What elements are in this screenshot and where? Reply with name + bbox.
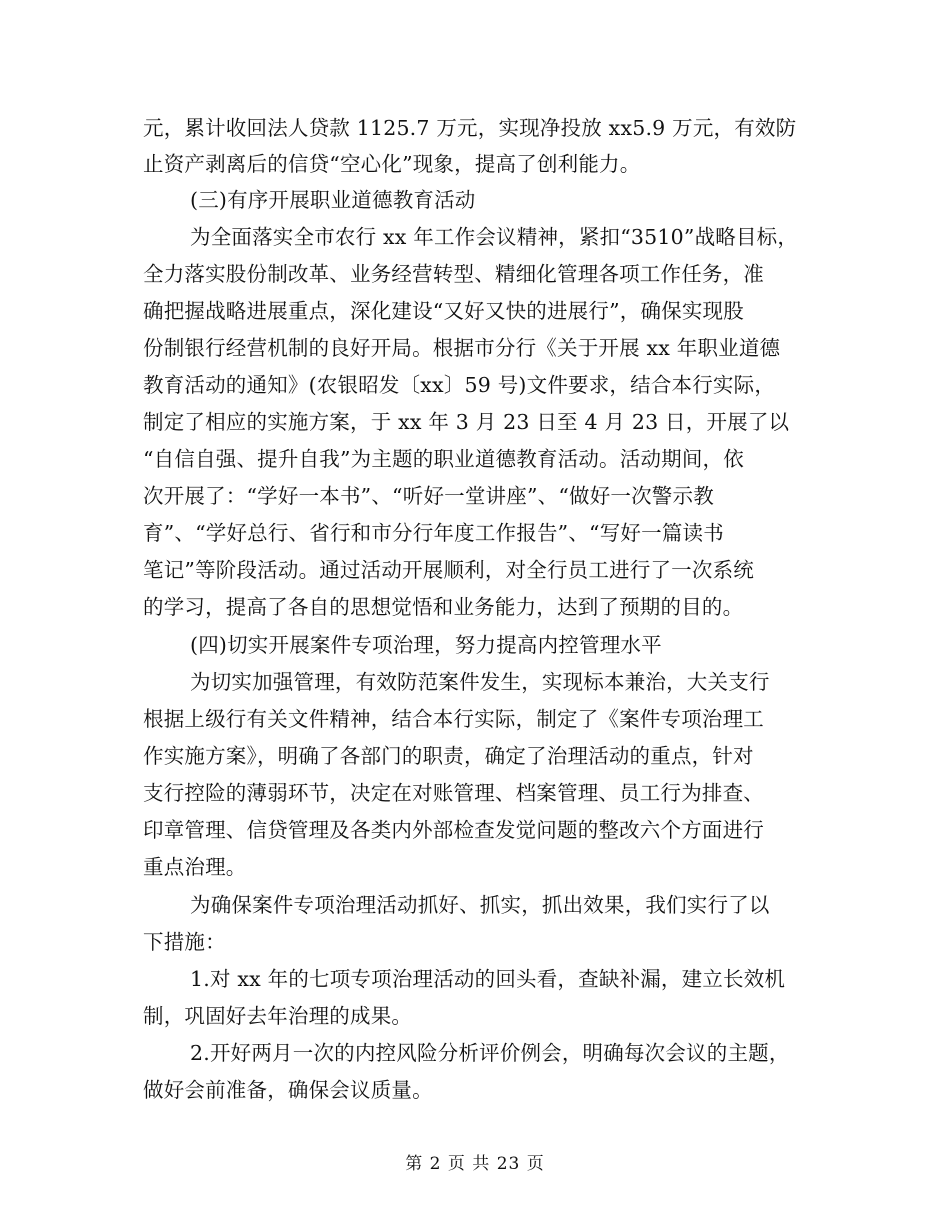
text-line: 全力落实股份制改革、业务经营转型、精细化管理各项工作任务，准 <box>143 262 764 286</box>
text-line: 止资产剥离后的信贷“空心化”现象，提高了创利能力。 <box>143 152 641 176</box>
text-line: 确把握战略进展重点，深化建设“又好又快的进展行”，确保实现股 <box>143 299 744 323</box>
text-line: 份制银行经营机制的良好开局。根据市分行《关于开展 xx 年职业道德 <box>143 336 781 360</box>
section-heading: (三)有序开展职业道德教育活动 <box>190 188 476 212</box>
text-line: 下措施： <box>143 930 226 954</box>
text-line: 的学习，提高了各自的思想觉悟和业务能力，达到了预期的目的。 <box>143 595 744 619</box>
list-item: 2.开好两月一次的内控风险分析评价例会，明确每次会议的主题， <box>190 1041 790 1065</box>
text-line: 次开展了：“学好一本书”、“听好一堂讲座”、“做好一次警示教 <box>143 484 714 508</box>
text-line: 制，巩固好去年治理的成果。 <box>143 1004 413 1028</box>
list-item: 1.对 xx 年的七项专项治理活动的回头看，查缺补漏，建立长效机 <box>190 967 786 991</box>
text-line: 印章管理、信贷管理及各类内外部检查发觉问题的整改六个方面进行 <box>143 818 764 842</box>
text-line: 根据上级行有关文件精神，结合本行实际，制定了《案件专项治理工 <box>143 707 764 731</box>
text-line: 笔记”等阶段活动。通过活动开展顺利，对全行员工进行了一次系统 <box>143 558 754 582</box>
text-line: 为切实加强管理，有效防范案件发生，实现标本兼治，大关支行 <box>190 670 770 694</box>
page-number-footer: 第 2 页 共 23 页 <box>405 1154 545 1174</box>
text-line: 为全面落实全市农行 xx 年工作会议精神，紧扣“3510”战略目标， <box>190 225 799 249</box>
text-line: 制定了相应的实施方案，于 xx 年 3 月 23 日至 4 月 23 日，开展了以 <box>143 410 790 434</box>
text-line: 育”、“学好总行、省行和市分行年度工作报告”、“写好一篇读书 <box>143 521 724 545</box>
text-line: 教育活动的通知》(农银昭发〔xx〕59 号)文件要求，结合本行实际， <box>143 373 776 397</box>
text-line: 元，累计收回法人贷款 1125.7 万元，实现净投放 xx5.9 万元，有效防 <box>143 116 797 140</box>
text-line: 重点治理。 <box>143 855 247 879</box>
text-line: 作实施方案》，明确了各部门的职责，确定了治理活动的重点，针对 <box>143 744 754 768</box>
section-heading: (四)切实开展案件专项治理，努力提高内控管理水平 <box>190 633 662 657</box>
text-line: 为确保案件专项治理活动抓好、抓实，抓出效果，我们实行了以 <box>190 893 770 917</box>
text-line: 支行控险的薄弱环节，决定在对账管理、档案管理、员工行为排查、 <box>143 781 764 805</box>
text-line: 做好会前准备，确保会议质量。 <box>143 1078 433 1102</box>
text-line: “自信自强、提升自我”为主题的职业道德教育活动。活动期间，依 <box>143 447 744 471</box>
